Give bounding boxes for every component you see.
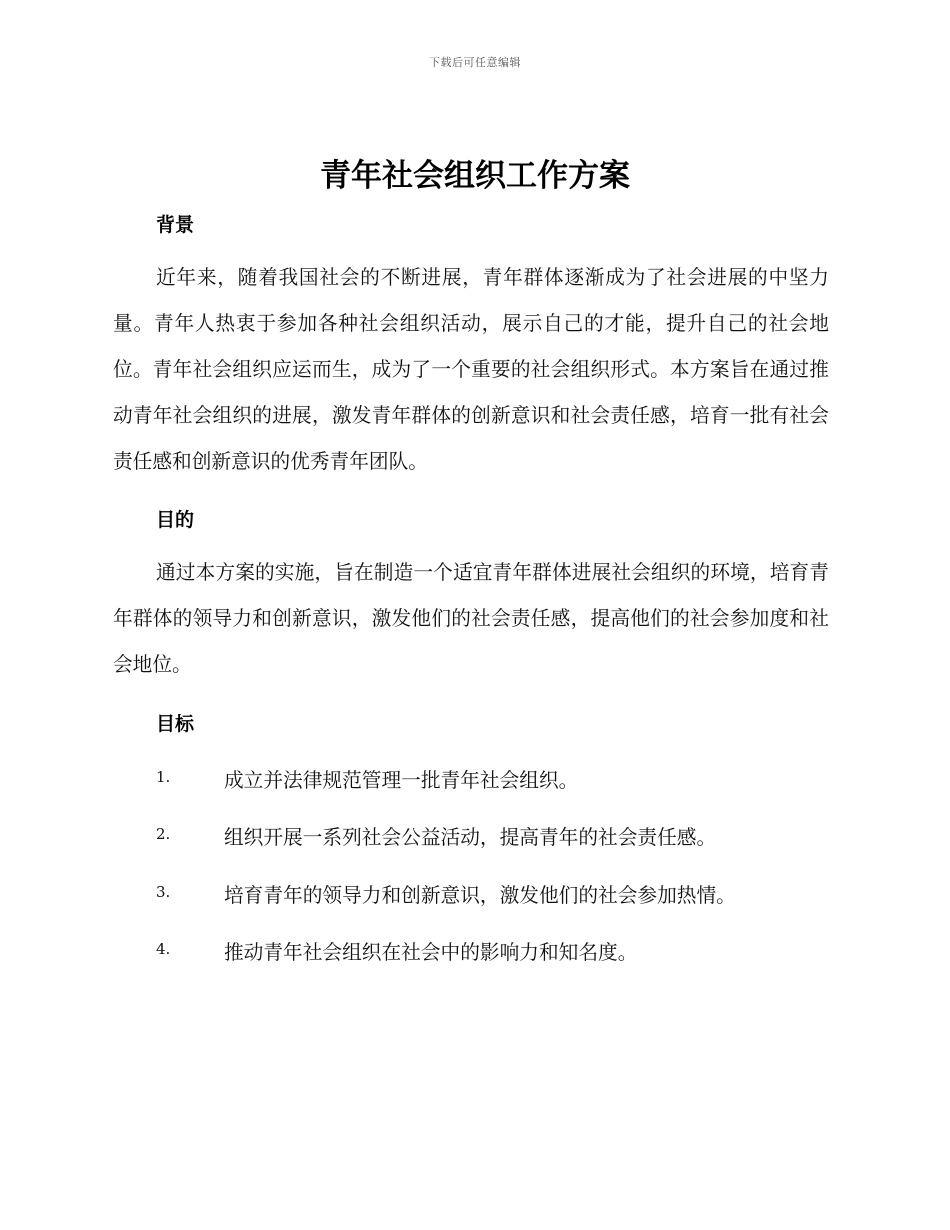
- goal-text: 推动青年社会组织在社会中的影响力和知名度。: [224, 941, 638, 964]
- goal-number: 1.: [156, 768, 171, 786]
- goal-list-item: [0, 764, 950, 794]
- document-title: 青年社会组织工作方案: [320, 158, 630, 194]
- goal-list-item: [0, 821, 950, 851]
- section-heading-purpose: 目的: [156, 509, 195, 531]
- goal-text: 培育青年的领导力和创新意识，激发他们的社会参加热情。: [224, 884, 736, 907]
- goal-text: 组织开展一系列社会公益活动，提高青年的社会责任感。: [224, 826, 717, 849]
- goal-number: 2.: [156, 825, 171, 843]
- goal-number: 4.: [156, 940, 171, 958]
- goal-list-item: [0, 879, 950, 909]
- goal-text: 成立并法律规范管理一批青年社会组织。: [224, 769, 579, 792]
- goal-list-item: [0, 936, 950, 966]
- background-paragraph: 近年来，随着我国社会的不断进展，青年群体逐渐成为了社会进展的中坚力量。青年人热衷于参加各种社会组织活动，展示自己的才能，提升自己的社会地位。青年社会组织应运而生，成为了一个重要的社会组织形式。本方案旨在通过推动青年社会组织的进展，激发青年群体的创新意识和社会责任感，培育一批有社会责任感和创新意识的优秀青年团队。: [113, 266, 829, 473]
- section-heading-background: 背景: [156, 214, 195, 236]
- header-note: 下载后可任意编辑: [429, 56, 521, 69]
- goal-number: 3.: [156, 883, 171, 901]
- purpose-paragraph: 通过本方案的实施，旨在制造一个适宜青年群体进展社会组织的环境，培育青年群体的领导力和创新意识，激发他们的社会责任感，提高他们的社会参加度和社会地位。: [113, 561, 829, 676]
- section-heading-goals: 目标: [156, 713, 195, 735]
